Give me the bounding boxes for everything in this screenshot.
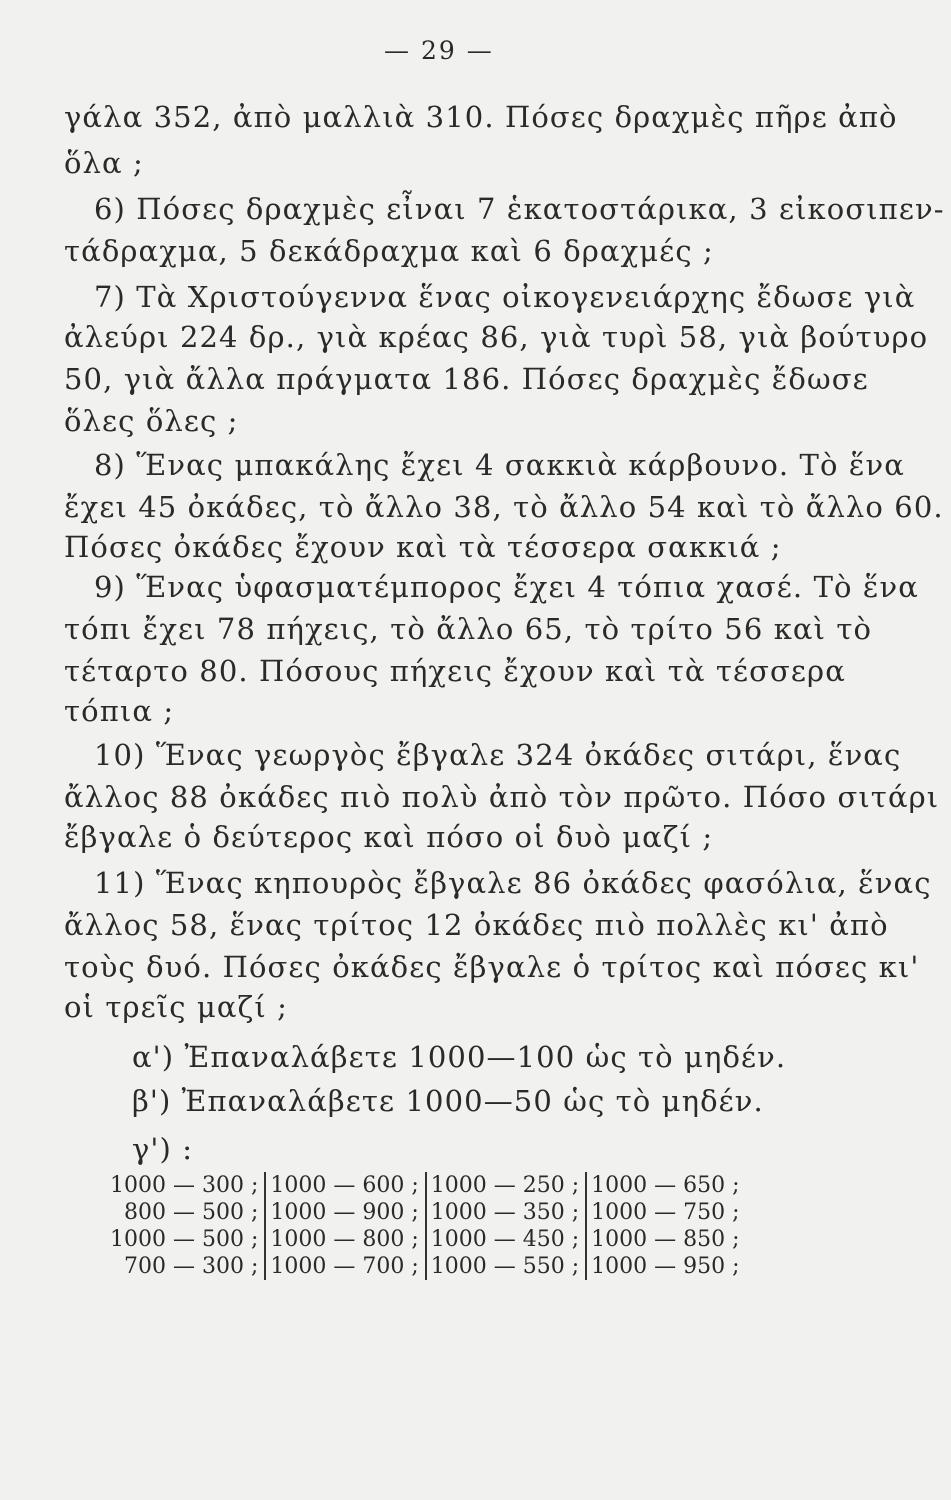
text-line: τόπια ;	[64, 694, 175, 728]
table-cell: 1000 — 300 ;	[110, 1173, 259, 1198]
table-cell: 1000 — 350 ;	[430, 1200, 580, 1225]
text-line: 11) Ἕνας κηπουρὸς ἔβγαλε 86 ὀκάδες φασόλια, ἕνας	[94, 866, 932, 900]
table-cell: 800 — 500 ;	[124, 1200, 259, 1225]
text-line: ἔχει 45 ὀκάδες, τὸ ἄλλο 38, τὸ ἄλλο 54 καὶ τὸ ἄλλο 60.	[64, 490, 944, 524]
table-cell: 1000 — 950 ;	[591, 1254, 740, 1279]
text-line: β') Ἐπαναλάβετε 1000—50 ὡς τὸ μηδέν.	[132, 1084, 764, 1118]
table-cell: 1000 — 650 ;	[591, 1173, 740, 1198]
table-cell: 1000 — 250 ;	[430, 1173, 580, 1198]
text-line: α') Ἐπαναλάβετε 1000—100 ὡς τὸ μηδέν.	[132, 1040, 787, 1074]
text-line: τόπι ἔχει 78 πήχεις, τὸ ἄλλο 65, τὸ τρίτο 56 καὶ τὸ	[64, 612, 873, 646]
table-cell: 1000 — 550 ;	[430, 1254, 580, 1279]
subtraction-table	[106, 1172, 746, 1280]
text-line: ἄλλος 88 ὀκάδες πιὸ πολὺ ἀπὸ τὸν πρῶτο. Πόσο σιτάρι	[64, 780, 940, 814]
table-cell: 1000 — 750 ;	[591, 1200, 740, 1225]
table-column	[106, 1172, 264, 1280]
page-number: — 29 —	[384, 36, 494, 65]
text-line: ἄλλος 58, ἕνας τρίτος 12 ὀκάδες πιὸ πολλὲς κι' ἀπὸ	[64, 908, 889, 942]
text-line: Πόσες ὀκάδες ἔχουν καὶ τὰ τέσσερα σακκιά ;	[64, 530, 782, 564]
text-line: 7) Τὰ Χριστούγεννα ἕνας οἰκογενειάρχης ἔδωσε γιὰ	[94, 280, 916, 314]
table-cell: 1000 — 800 ;	[270, 1227, 419, 1252]
table-cell: 1000 — 850 ;	[591, 1227, 740, 1252]
table-cell: 1000 — 600 ;	[270, 1173, 419, 1198]
text-line: 6) Πόσες δραχμὲς εἶναι 7 ἑκατοστάρικα, 3 εἰκοσιπεν-	[94, 192, 945, 226]
text-line: οἱ τρεῖς μαζί ;	[64, 990, 289, 1024]
text-line: γ') :	[132, 1132, 194, 1166]
text-line: 9) Ἕνας ὑφασματέμπορος ἔχει 4 τόπια χασέ. Τὸ ἕνα	[94, 570, 919, 604]
text-line: ὅλες ὅλες ;	[64, 404, 239, 438]
text-line: ἀλεύρι 224 δρ., γιὰ κρέας 86, γιὰ τυρὶ 58, γιὰ βούτυρο	[64, 320, 929, 354]
table-cell: 1000 — 700 ;	[270, 1254, 419, 1279]
text-line: τάδραχμα, 5 δεκάδραχμα καὶ 6 δραχμές ;	[64, 234, 714, 268]
table-column	[425, 1172, 585, 1280]
text-line: ὅλα ;	[64, 146, 144, 180]
text-line: τέταρτο 80. Πόσους πήχεις ἔχουν καὶ τὰ τέσσερα	[64, 654, 846, 688]
text-line: ἔβγαλε ὁ δεύτερος καὶ πόσο οἱ δυὸ μαζί ;	[64, 820, 714, 854]
table-cell: 1000 — 900 ;	[270, 1200, 419, 1225]
text-line: τοὺς δυό. Πόσες ὀκάδες ἔβγαλε ὁ τρίτος καὶ πόσες κι'	[64, 950, 920, 984]
table-column	[264, 1172, 424, 1280]
table-column	[585, 1172, 745, 1280]
table-cell: 700 — 300 ;	[124, 1254, 259, 1279]
text-line: 10) Ἕνας γεωργὸς ἔβγαλε 324 ὀκάδες σιτάρι, ἕνας	[94, 738, 902, 772]
text-line: 50, γιὰ ἄλλα πράγματα 186. Πόσες δραχμὲς ἔδωσε	[64, 362, 869, 396]
text-line: γάλα 352, ἀπὸ μαλλιὰ 310. Πόσες δραχμὲς πῆρε ἀπὸ	[64, 100, 898, 134]
table-cell: 1000 — 500 ;	[110, 1227, 259, 1252]
text-line: 8) Ἕνας μπακάλης ἔχει 4 σακκιὰ κάρβουνο. Τὸ ἕνα	[94, 448, 905, 482]
table-cell: 1000 — 450 ;	[430, 1227, 580, 1252]
